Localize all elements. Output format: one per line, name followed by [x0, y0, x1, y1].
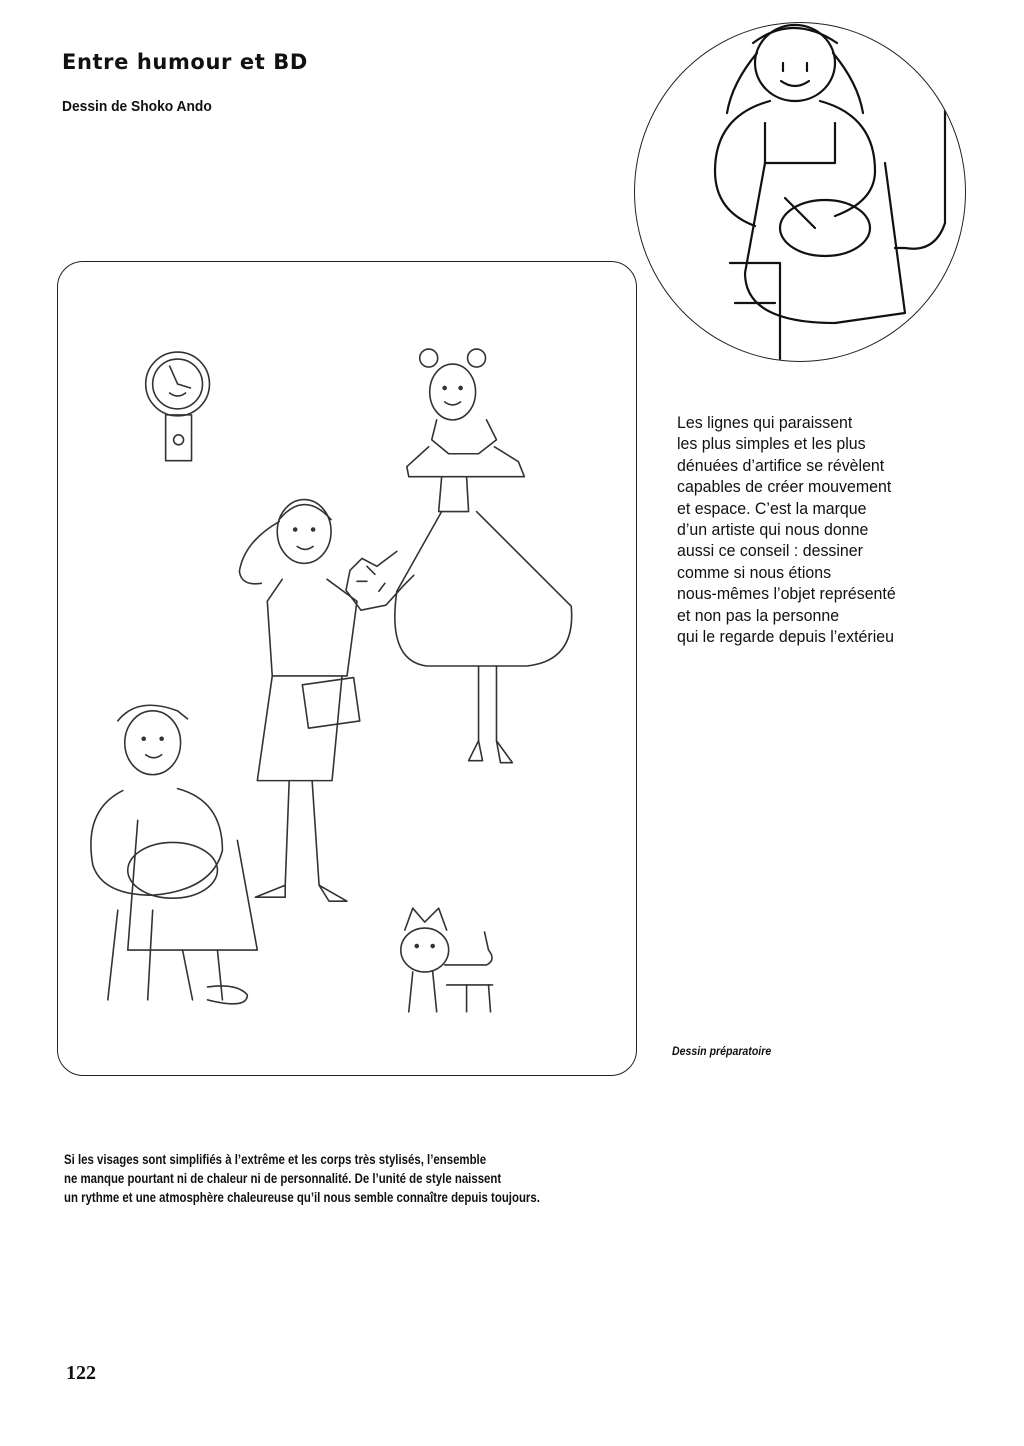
bottom-paragraph: Si les visages sont simplifiés à l’extrême et les corps très stylisés, l’ensemble ne manque pourtant ni de chaleur ni de personnalité. De l’unité de style naissent un rythme et une atmosphère chaleureuse qu’il nous semble connaître depuis toujours.	[64, 1152, 540, 1205]
sketch-illustration-frame	[57, 261, 637, 1076]
seated-girl-drawing	[91, 705, 257, 1004]
detail-illustration-circle	[634, 22, 966, 362]
side-paragraph: Les lignes qui paraissent les plus simples et les plus dénuées d’artifice se révèlent capables de créer mouvement et espace. C’est la marque d’un artiste qui nous donne aussi ce conseil : dessiner comme si nous étions nous-mêmes l’objet représenté et non pas la personne qui le regarde depuis l’extérieu	[677, 413, 896, 647]
sketch-caption: Dessin préparatoire	[672, 1044, 772, 1058]
wall-clock-drawing	[146, 352, 210, 461]
cooking-girl-detail-drawing	[635, 23, 966, 362]
dog-drawing	[401, 908, 493, 1012]
page-subtitle: Dessin de Shoko Ando	[62, 98, 212, 115]
sketch-illustration	[58, 262, 636, 1075]
page-title: Entre humour et BD	[62, 50, 308, 74]
woman-with-bouquet-drawing	[346, 349, 572, 763]
page-number: 122	[66, 1362, 96, 1384]
girl-scratching-head-drawing	[239, 500, 359, 902]
